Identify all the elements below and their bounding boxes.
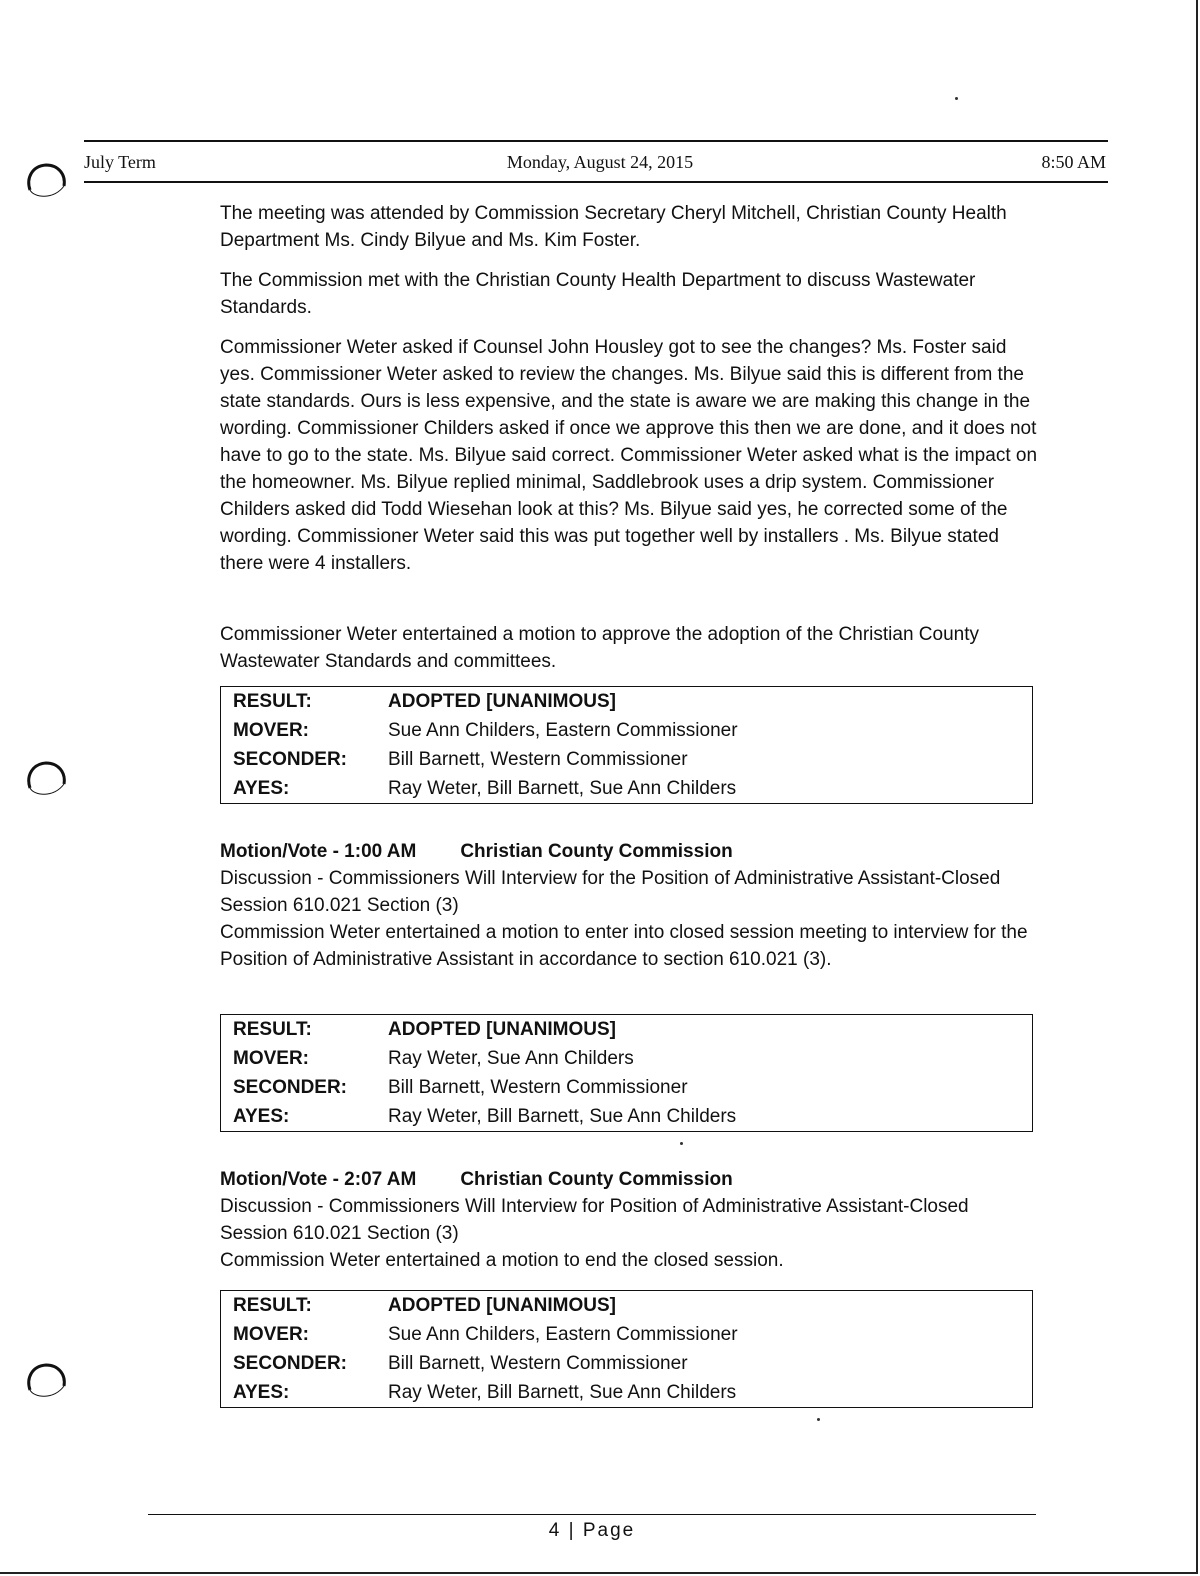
footer-rule <box>148 1514 1036 1515</box>
result-label: RESULT: <box>233 690 312 712</box>
result-row <box>221 1015 1033 1045</box>
motion-discussion: Discussion - Commissioners Will Interview for Position of Administrative Assistant-Closed Session 610.021 Section (3) <box>220 1196 969 1244</box>
seconder-label: SECONDER: <box>233 1076 348 1098</box>
seconder-value: Bill Barnett, Western Commissioner <box>388 1076 688 1098</box>
result-label: RESULT: <box>233 1294 312 1316</box>
vote-table <box>220 1014 1033 1132</box>
motion-heading <box>220 838 1040 865</box>
mover-label: MOVER: <box>233 1323 309 1345</box>
motion-text: Commissioner Weter entertained a motion to approve the adoption of the Christian County Wastewater Standards and committees. <box>220 624 980 672</box>
seconder-row <box>221 1073 1033 1102</box>
header-term: July Term <box>84 152 156 172</box>
scan-speck <box>817 1418 820 1421</box>
motion-heading-time: Motion/Vote - 1:00 AM <box>220 841 417 862</box>
mover-value: Sue Ann Childers, Eastern Commissioner <box>388 719 738 741</box>
hole-punch-icon <box>24 758 68 798</box>
attendance-text: The meeting was attended by Commission Secretary Cheryl Mitchell, Christian County Health Department Ms. Cindy Bilyue and Ms. Kim Foster. <box>220 203 1007 251</box>
motion-section <box>220 838 1040 973</box>
ayes-row <box>221 1378 1033 1408</box>
intro-paragraph <box>220 267 1040 321</box>
header-date: Monday, August 24, 2015 <box>506 152 694 172</box>
meeting-purpose-text: The Commission met with the Christian County Health Department to discuss Wastewater Standards. <box>220 270 976 318</box>
motion-text: Commission Weter entertained a motion to enter into closed session meeting to interview for the Position of Administrative Assistant in accordance to section 610.021 (3). <box>220 922 1028 970</box>
intro-paragraph <box>220 200 1040 254</box>
motion-text: Commission Weter entertained a motion to end the closed session. <box>220 1250 784 1271</box>
scan-speck <box>955 97 958 100</box>
discussion-text: Commissioner Weter asked if Counsel John Housley got to see the changes? Ms. Foster said yes. Commissioner Weter asked to review the changes. Ms. Bilyue said this is different from the state standards. Ours is less expensive, and the state is aware we are making this change in the wording. Commissioner Childers asked if once we approve this then we are done, and it does not have to go to the state. Ms. Bilyue said correct. Commissioner Weter asked what is the impact on the homeowner. Ms. Bilyue replied minimal, Saddlebrook uses a drip system. Commissioner Childers asked did Todd Wiesehan look at this? Ms. Bilyue said yes, he corrected some of the wording. Commissioner Weter said this was put together well by installers . Ms. Bilyue stated there were 4 installers. <box>220 337 1038 574</box>
vote-table <box>220 1290 1033 1408</box>
ayes-row <box>221 1102 1033 1132</box>
seconder-label: SECONDER: <box>233 748 348 770</box>
header-top-rule <box>84 140 1108 142</box>
header-bottom-rule <box>84 181 1108 183</box>
mover-label: MOVER: <box>233 1047 309 1069</box>
motion-heading-body: Christian County Commission <box>460 841 733 862</box>
discussion-paragraph <box>220 334 1040 577</box>
page-number: 4 | Page <box>548 1520 636 1541</box>
seconder-label: SECONDER: <box>233 1352 348 1374</box>
ayes-label: AYES: <box>233 1381 290 1403</box>
motion-discussion: Discussion - Commissioners Will Interview for the Position of Administrative Assistant-Closed Session 610.021 Section (3) <box>220 868 1001 916</box>
motion-heading-body: Christian County Commission <box>460 1169 733 1190</box>
result-row <box>221 687 1033 717</box>
ayes-label: AYES: <box>233 1105 290 1127</box>
mover-value: Sue Ann Childers, Eastern Commissioner <box>388 1323 738 1345</box>
header-time: 8:50 AM <box>1041 152 1106 172</box>
result-value: ADOPTED [UNANIMOUS] <box>388 1018 616 1040</box>
seconder-value: Bill Barnett, Western Commissioner <box>388 1352 688 1374</box>
ayes-label: AYES: <box>233 777 290 799</box>
seconder-row <box>221 1349 1033 1378</box>
scan-speck <box>680 1142 683 1145</box>
ayes-value: Ray Weter, Bill Barnett, Sue Ann Childers <box>388 777 737 799</box>
mover-label: MOVER: <box>233 719 309 741</box>
motion-heading <box>220 1166 1040 1193</box>
mover-row <box>221 1320 1033 1349</box>
motion-heading-time: Motion/Vote - 2:07 AM <box>220 1169 417 1190</box>
mover-value: Ray Weter, Sue Ann Childers <box>388 1047 634 1069</box>
vote-table <box>220 686 1033 804</box>
result-label: RESULT: <box>233 1018 312 1040</box>
ayes-value: Ray Weter, Bill Barnett, Sue Ann Childers <box>388 1381 737 1403</box>
ayes-row <box>221 774 1033 804</box>
seconder-row <box>221 745 1033 774</box>
mover-row <box>221 1044 1033 1073</box>
result-value: ADOPTED [UNANIMOUS] <box>388 690 616 712</box>
motion-paragraph <box>220 621 1040 675</box>
motion-section <box>220 1166 1040 1274</box>
hole-punch-icon <box>24 1360 68 1400</box>
result-row <box>221 1291 1033 1321</box>
seconder-value: Bill Barnett, Western Commissioner <box>388 748 688 770</box>
result-value: ADOPTED [UNANIMOUS] <box>388 1294 616 1316</box>
ayes-value: Ray Weter, Bill Barnett, Sue Ann Childers <box>388 1105 737 1127</box>
mover-row <box>221 716 1033 745</box>
